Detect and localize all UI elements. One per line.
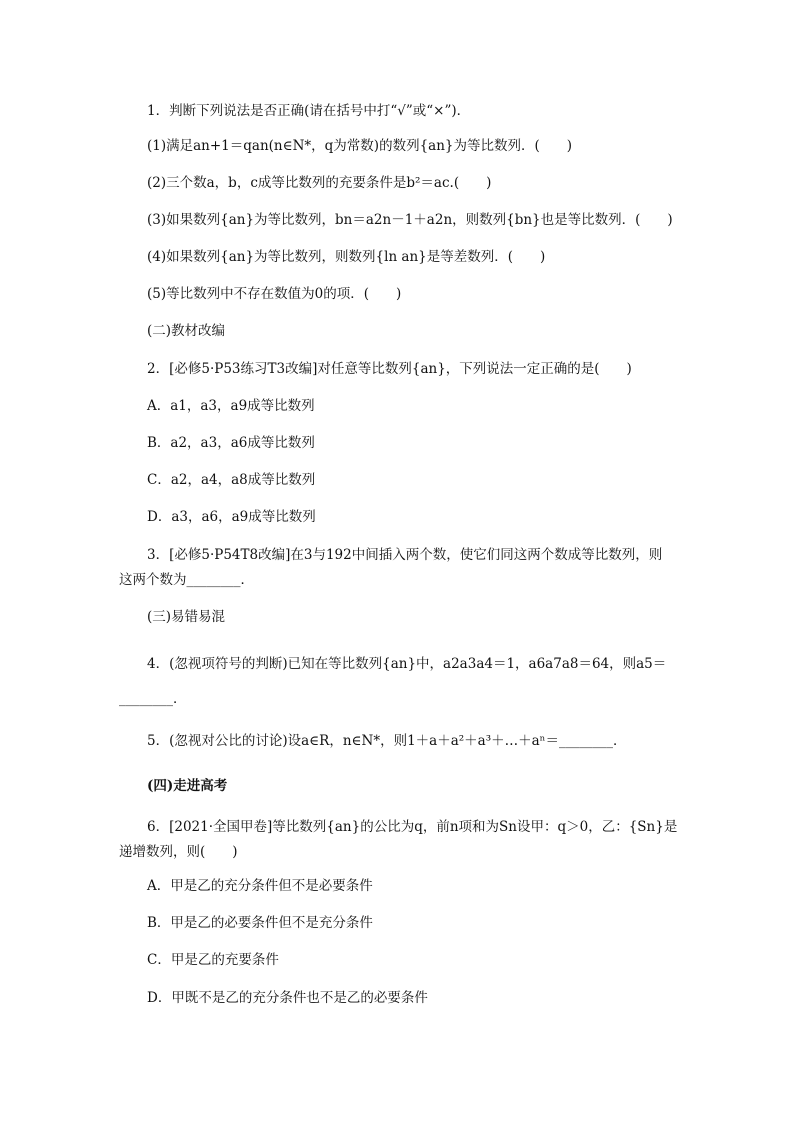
q2-option-b: B．a2，a3，a6成等比数列 [147, 435, 315, 451]
q2-option-d: D．a3，a6，a9成等比数列 [147, 509, 316, 525]
q3-line-1: 3．[必修5·P54T8改编]在3与192中间插入两个数，使它们同这两个数成等比数列，则 [147, 547, 663, 563]
q6-line-1: 6．[2021·全国甲卷]等比数列{an}的公比为q，前n项和为Sn设甲：q＞0，乙：{Sn}是 [147, 819, 678, 835]
q1-item-4: (4)如果数列{an}为等比数列，则数列{ln an}是等差数列．( ) [147, 249, 546, 265]
q1-item-2: (2)三个数a，b，c成等比数列的充要条件是b²＝ac.( ) [147, 175, 492, 191]
q1-stem: 1．判断下列说法是否正确(请在括号中打“√”或“×”)． [147, 103, 471, 119]
q6-option-b: B．甲是乙的必要条件但不是充分条件 [147, 915, 373, 931]
q5-text: 5．(忽视对公比的讨论)设a∈R，n∈N*，则1＋a＋a²＋a³＋…＋aⁿ＝________． [147, 733, 627, 749]
q6-option-a: A．甲是乙的充分条件但不是必要条件 [147, 878, 373, 894]
section-heading-textbook: (二)教材改编 [147, 323, 226, 339]
q1-item-1: (1)满足an+1＝qan(n∈N*，q为常数)的数列{an}为等比数列．( ) [147, 138, 573, 154]
q6-option-d: D．甲既不是乙的充分条件也不是乙的必要条件 [147, 990, 428, 1006]
q2-option-a: A．a1，a3，a9成等比数列 [147, 398, 315, 414]
section-heading-exams: (四)走进高考 [147, 778, 228, 794]
q1-item-3: (3)如果数列{an}为等比数列，bn＝a2n－1＋a2n，则数列{bn}也是等比数列．( ) [147, 212, 673, 228]
q4-line-2: ________． [119, 691, 187, 707]
q2-option-c: C．a2，a4，a8成等比数列 [147, 472, 316, 488]
q3-line-2: 这两个数为________． [119, 572, 254, 588]
q4-line-1: 4．(忽视项符号的判断)已知在等比数列{an}中，a2a3a4＝1，a6a7a8＝64，则a5＝ [147, 656, 667, 672]
q6-option-c: C．甲是乙的充要条件 [147, 952, 279, 968]
q2-stem: 2．[必修5·P53练习T3改编]对任意等比数列{an}，下列说法一定正确的是( ) [147, 361, 632, 377]
section-heading-errors: (三)易错易混 [147, 609, 226, 625]
q1-item-5: (5)等比数列中不存在数值为0的项．( ) [147, 286, 402, 302]
q6-line-2: 递增数列，则( ) [119, 844, 238, 860]
